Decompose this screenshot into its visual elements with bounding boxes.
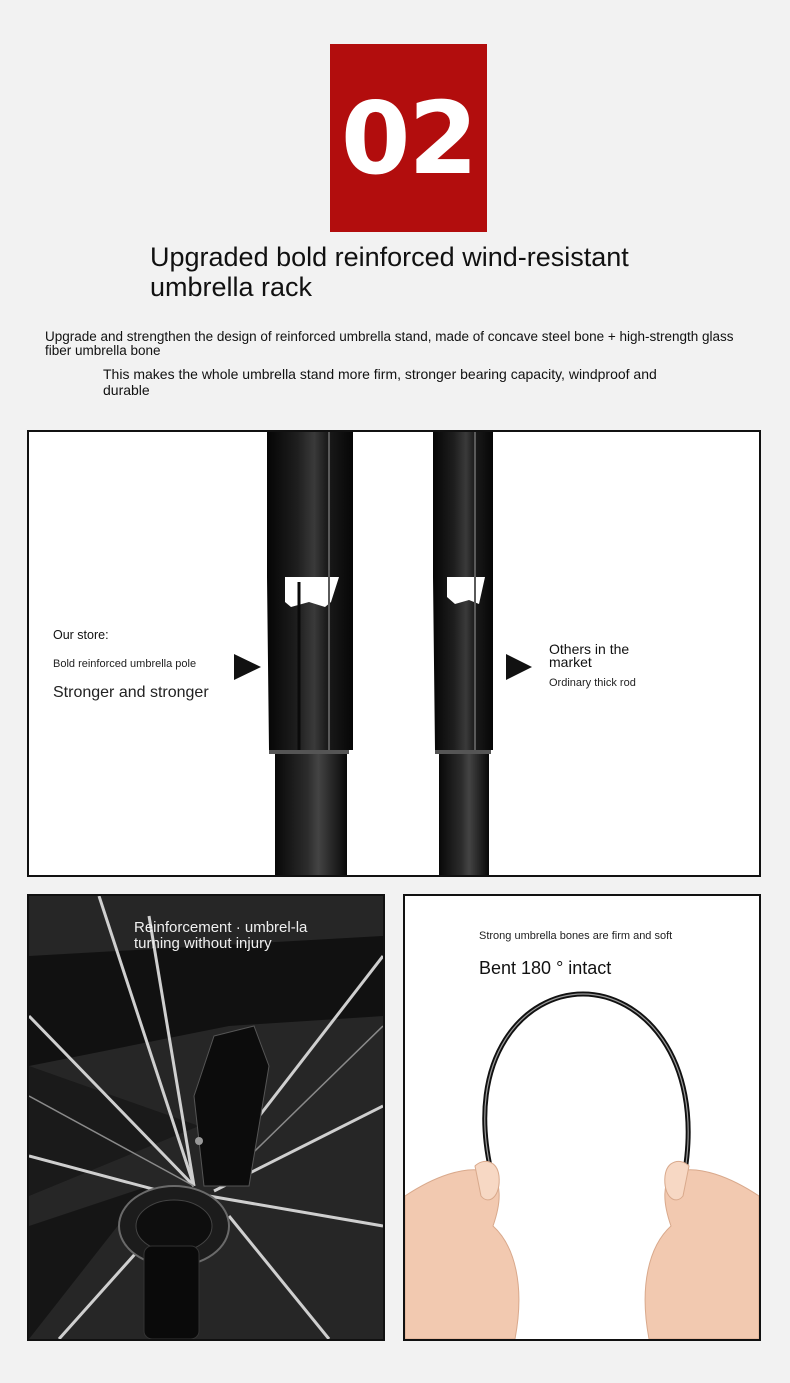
ribs-caption: Reinforcement · umbrel-la turning without injury bbox=[134, 919, 308, 952]
section-number-badge bbox=[330, 44, 487, 232]
bent-rib bbox=[485, 994, 688, 1171]
bold-pole bbox=[267, 432, 353, 875]
description-line-1: Upgrade and strengthen the design of reinforced umbrella stand, made of concave steel bone + high-strength glass fiber umbrella bone bbox=[45, 329, 734, 358]
bend-caption-small: Strong umbrella bones are firm and soft bbox=[479, 930, 673, 942]
description-line-2: This makes the whole umbrella stand more firm, stronger bearing capacity, windproof and durable bbox=[103, 366, 657, 398]
bend-caption-big: Bent 180 ° intact bbox=[479, 958, 612, 978]
bold-pole-label: Bold reinforced umbrella pole bbox=[53, 658, 197, 670]
bend-test-panel bbox=[403, 894, 761, 1341]
arrow-left-icon bbox=[506, 654, 532, 680]
umbrella-ribs-illustration bbox=[29, 896, 383, 1339]
arrow-right-icon bbox=[234, 654, 261, 680]
ordinary-pole bbox=[433, 432, 493, 875]
left-hand bbox=[405, 1161, 519, 1339]
stronger-label: Stronger and stronger bbox=[53, 684, 209, 701]
umbrella-ribs-panel bbox=[27, 894, 385, 1341]
right-hand bbox=[645, 1161, 759, 1339]
ordinary-rod-label: Ordinary thick rod bbox=[549, 677, 636, 689]
others-market-label: Others in the market bbox=[549, 641, 630, 670]
section-number: 02 bbox=[340, 79, 477, 197]
page-title: Upgraded bold reinforced wind-resistant umbrella rack bbox=[150, 242, 629, 302]
our-store-label: Our store: bbox=[53, 628, 109, 642]
pole-comparison-panel bbox=[27, 430, 761, 877]
